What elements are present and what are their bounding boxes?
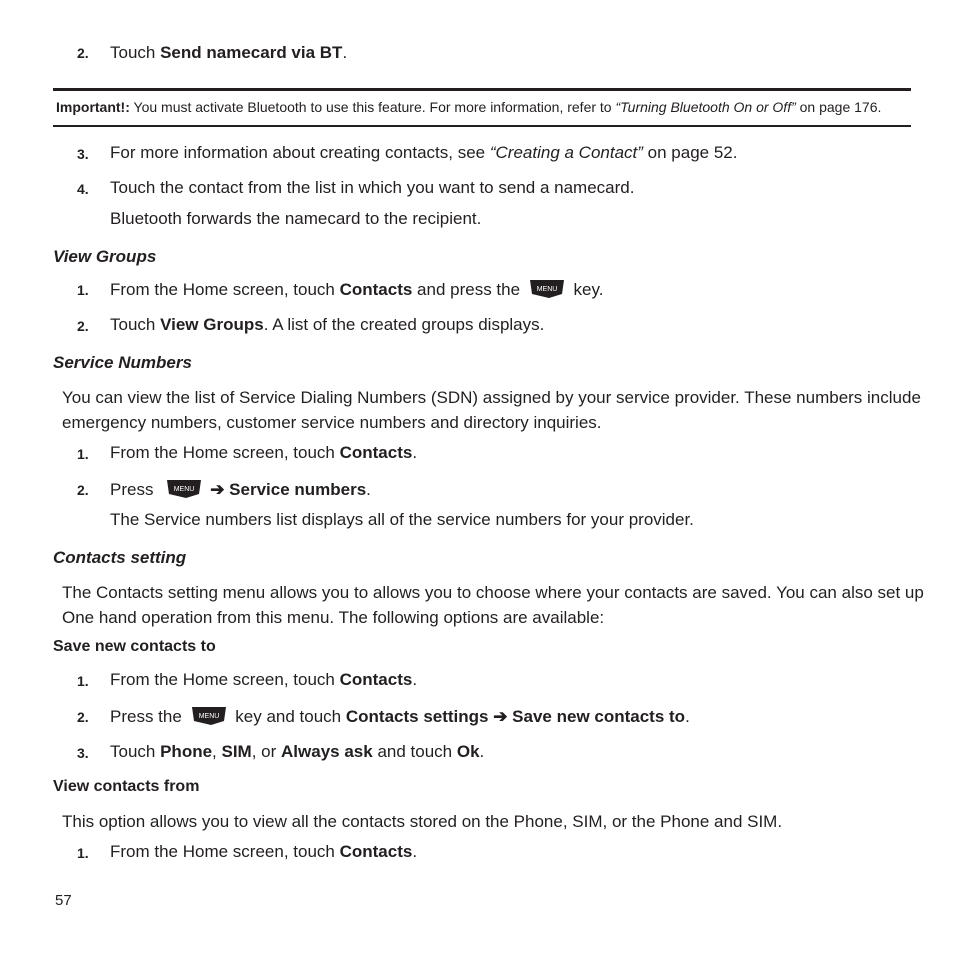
paragraph-line: The Contacts setting menu allows you to allows you to choose where your contacts are saved. You can also set up (62, 583, 924, 602)
section-heading-view-groups: View Groups (53, 247, 157, 266)
paragraph-line: This option allows you to view all the contacts stored on the Phone, SIM, or the Phone and SIM. (62, 812, 783, 831)
step-text: From the Home screen, touch Contacts. (110, 670, 418, 689)
svg-text:MENU: MENU (536, 286, 558, 293)
paragraph-line: You can view the list of Service Dialing Numbers (SDN) assigned by your service provider. These numbers include (62, 388, 921, 407)
subheading-view-contacts-from: View contacts from (53, 778, 200, 795)
step-subtext: Bluetooth forwards the namecard to the recipient. (110, 209, 482, 228)
step-text: From the Home screen, touch Contacts. (110, 842, 418, 861)
step-number: 2. (77, 318, 89, 334)
menu-key-icon (191, 706, 227, 726)
step-number: 1. (77, 673, 89, 689)
step-number: 1. (77, 446, 89, 462)
step-text: From the Home screen, touch Contacts and press the MENU key. (110, 280, 604, 299)
step-text: Touch Phone, SIM, or Always ask and touch Ok. (110, 742, 485, 761)
note-bottom-rule (53, 125, 911, 127)
step-text: Touch Send namecard via BT. (110, 43, 348, 62)
page-number: 57 (55, 892, 72, 909)
section-heading-service-numbers: Service Numbers (53, 353, 192, 372)
svg-text:MENU: MENU (173, 486, 195, 493)
svg-text:MENU: MENU (198, 713, 219, 720)
important-note: Important!: You must activate Bluetooth to use this feature. For more information, refer to “Turning Bluetooth On or Off” on page 176. (56, 99, 882, 115)
step-text: For more information about creating contacts, see “Creating a Contact” on page 52. (110, 143, 738, 162)
note-top-rule (53, 88, 911, 91)
step-subtext: The Service numbers list displays all of the service numbers for your provider. (110, 510, 694, 529)
step-text: From the Home screen, touch Contacts. (110, 443, 418, 462)
step-number: 3. (77, 745, 89, 761)
step-text: Press MENU ➔ Service numbers. (110, 480, 371, 499)
step-number: 2. (77, 709, 89, 725)
step-number: 1. (77, 845, 89, 861)
step-number: 4. (77, 181, 89, 197)
subheading-save-new-contacts: Save new contacts to (53, 638, 216, 655)
step-text: Touch the contact from the list in which you want to send a namecard. (110, 178, 635, 197)
menu-key-icon (529, 279, 565, 299)
step-number: 2. (77, 45, 89, 61)
step-number: 2. (77, 482, 89, 498)
menu-key-icon (166, 479, 202, 499)
step-text: Press the MENU key and touch Contacts settings ➔ Save new contacts to. (110, 707, 690, 726)
step-number: 3. (77, 146, 89, 162)
section-heading-contacts-setting: Contacts setting (53, 548, 187, 567)
paragraph-line: One hand operation from this menu. The following options are available: (62, 608, 605, 627)
step-text: Touch View Groups. A list of the created groups displays. (110, 315, 545, 334)
paragraph-line: emergency numbers, customer service numbers and directory inquiries. (62, 413, 602, 432)
step-number: 1. (77, 282, 89, 298)
